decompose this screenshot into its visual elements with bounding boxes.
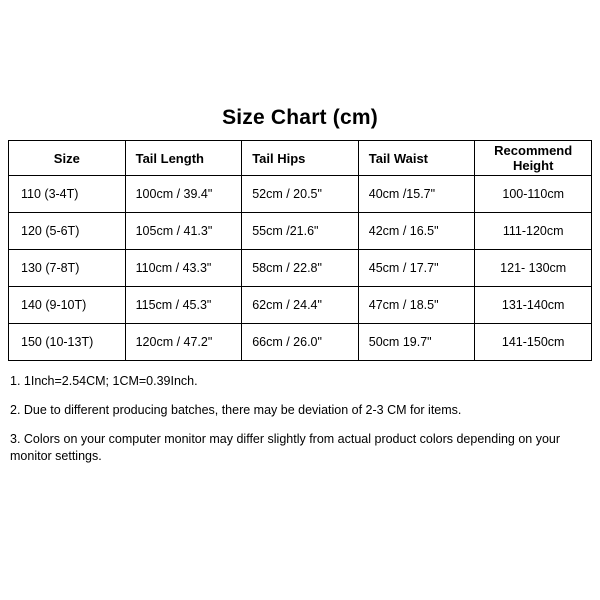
cell-tail-hips: 62cm / 24.4": [242, 287, 359, 324]
cell-tail-length: 100cm / 39.4": [125, 176, 242, 213]
table-row: [9, 213, 592, 250]
cell-recommend-height: 111-120cm: [475, 213, 592, 250]
cell-recommend-height: 131-140cm: [475, 287, 592, 324]
table-row: [9, 287, 592, 324]
cell-tail-waist: 40cm /15.7": [358, 176, 475, 213]
table-header: [9, 141, 592, 176]
table-row: [9, 324, 592, 361]
table-body: [9, 176, 592, 361]
cell-size: 130 (7-8T): [9, 250, 126, 287]
cell-tail-length: 115cm / 45.3": [125, 287, 242, 324]
cell-tail-waist: 50cm 19.7": [358, 324, 475, 361]
cell-tail-length: 110cm / 43.3": [125, 250, 242, 287]
cell-tail-hips: 52cm / 20.5": [242, 176, 359, 213]
note-deviation: 2. Due to different producing batches, there may be deviation of 2-3 CM for items.: [10, 402, 462, 417]
size-chart-container: [8, 98, 592, 361]
column-header-tail-hips: Tail Hips: [242, 141, 359, 176]
cell-recommend-height: 121- 130cm: [475, 250, 592, 287]
cell-tail-waist: 42cm / 16.5": [358, 213, 475, 250]
column-header-recommend-height: Recommend Height: [475, 141, 592, 176]
cell-size: 120 (5-6T): [9, 213, 126, 250]
notes-section: [10, 373, 590, 465]
cell-size: 140 (9-10T): [9, 287, 126, 324]
note-color: 3. Colors on your computer monitor may differ slightly from actual product colors depending on your monitor settings.: [10, 431, 561, 463]
cell-tail-hips: 58cm / 22.8": [242, 250, 359, 287]
cell-tail-hips: 66cm / 26.0": [242, 324, 359, 361]
page-title: Size Chart (cm): [222, 106, 378, 129]
note-conversion: 1. 1Inch=2.54CM; 1CM=0.39Inch.: [10, 374, 198, 388]
column-header-size: Size: [9, 141, 126, 176]
column-header-tail-waist: Tail Waist: [358, 141, 475, 176]
table-row: [9, 250, 592, 287]
cell-recommend-height: 100-110cm: [475, 176, 592, 213]
table-row: [9, 176, 592, 213]
cell-recommend-height: 141-150cm: [475, 324, 592, 361]
size-chart-table: [8, 140, 592, 361]
cell-tail-waist: 45cm / 17.7": [358, 250, 475, 287]
cell-size: 150 (10-13T): [9, 324, 126, 361]
cell-size: 110 (3-4T): [9, 176, 126, 213]
cell-tail-hips: 55cm /21.6": [242, 213, 359, 250]
cell-tail-waist: 47cm / 18.5": [358, 287, 475, 324]
table-header-row: [9, 141, 592, 176]
cell-tail-length: 120cm / 47.2": [125, 324, 242, 361]
column-header-tail-length: Tail Length: [125, 141, 242, 176]
cell-tail-length: 105cm / 41.3": [125, 213, 242, 250]
